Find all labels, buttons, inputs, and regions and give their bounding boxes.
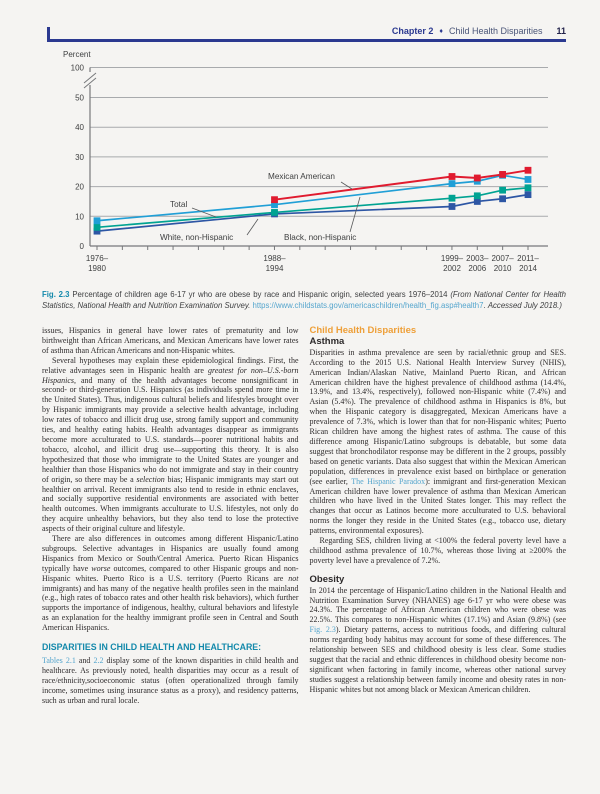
text-segment: worse bbox=[91, 563, 111, 573]
text-segment: Several hypotheses may explain these epidemiological findings. First, the relative advantages seen in Hispanic health are bbox=[42, 355, 299, 375]
series-line-black-non-hispanic bbox=[97, 175, 528, 220]
subsection-heading: Child Health Disparities bbox=[309, 325, 417, 336]
paragraph bbox=[310, 536, 567, 566]
series-label-black-non-hispanic: Black, non-Hispanic bbox=[284, 233, 357, 242]
data-point bbox=[94, 217, 101, 224]
running-header bbox=[47, 26, 566, 42]
x-tick-label: 2014 bbox=[519, 264, 537, 273]
text-segment: display some of the known disparities in child health and healthcare. As previously noted, health disparities may occur as a result of race/ethnicity,socioeconomic status (often operationalized through family income, sometimes using insurance status as a proxy), and residency patterns, such as urban and rural locale. bbox=[42, 656, 299, 705]
figure-2-3 bbox=[0, 46, 600, 283]
topic-heading: Obesity bbox=[309, 573, 345, 585]
text-segment: greatest for non–U.S.-born Hispanics bbox=[42, 365, 299, 385]
paragraph bbox=[310, 586, 567, 695]
inline-link[interactable]: https://www.childstats.gov/americaschildren/health_fig.asp#health7 bbox=[250, 301, 484, 310]
text-segment: Fig. 2.3 bbox=[42, 290, 70, 299]
text-segment: (From National Center for Health Statistics, National Health and Nutrition Examination Survey. bbox=[42, 290, 566, 310]
data-point bbox=[525, 176, 532, 183]
y-tick-label: 10 bbox=[75, 212, 84, 222]
x-tick-label: 1994 bbox=[265, 264, 284, 273]
paragraph bbox=[42, 326, 299, 356]
y-tick-label: 0 bbox=[79, 242, 84, 251]
text-segment: Regarding SES, children living at <100% the federal poverty level have a childhood asthma prevalence of 10.7%, whereas those living at ≥200% the poverty level have a prevalence of 7.2%. bbox=[309, 536, 566, 565]
text-segment: selection bbox=[136, 474, 165, 484]
right-column bbox=[310, 326, 567, 706]
data-point bbox=[525, 167, 532, 174]
left-column bbox=[42, 326, 299, 706]
x-tick-label: 1980 bbox=[88, 264, 106, 273]
data-point bbox=[94, 224, 101, 231]
series-label-mexican-american: Mexican American bbox=[268, 172, 335, 181]
text-segment: Disparities in asthma prevalence are seen by racial/ethnic group and SES. According to the 2015 U.S. National Health Interview Survey (NHIS), American Indian/Alaskan Native, Mainland Puerto Rican, and African American children have the highest prevalence of childhood asthma (14.4%, 13.9%, and 13.4%, respectively), followed non-Hispanic white (7.4%) and Asian (5.4%). The prevalence of childhood asthma in Hispanics is 8%, but when the Hispanic category is disaggregated, Mexican Americans have a prevalence of 7.3%, which is lower than that for non-Hispanic whites; Puerto Rican children have among the highest rates of asthma. The cause of this difference among Hispanic/Latino subgroups is debatable, but some data suggest that bronchodilator response may be different in the 2 groups, possibly based on genetic variants. Data also suggest that within the Mexican American population, differences in prevalence exist based on birthplace or generation (see earlier, bbox=[309, 347, 566, 486]
paragraph bbox=[42, 356, 299, 534]
x-tick-label: 2011– bbox=[517, 254, 539, 263]
text-segment: , and many of the health advantages become nonsignificant in second- or third-generation U.S. Hispanics (as individuals spend more time in the United States). Thus, indigenous cultural beliefs and lifestyles brought over by Hispanic immigrants may provide a selective health advantage, including low rates of tobacco and illicit drug use, strong family support and community ties, and healthy eating habits. Health advantages disappear as immigrants become more acculturated to U.S. standards—poorer nutritional habits and tobacco, alcohol, and illicit drug use—supporting this theory. It is also hypothesized that those who immigrate to the United States are younger and healthier than those Hispanics who do not immigrate and stay in their country of origin, so there may be a bbox=[42, 375, 299, 484]
y-tick-label: 50 bbox=[75, 93, 84, 103]
page-number: 11 bbox=[556, 26, 566, 36]
label-leader-line bbox=[350, 197, 360, 232]
data-point bbox=[499, 187, 506, 194]
data-point bbox=[474, 175, 481, 182]
inline-link[interactable]: The Hispanic Paradox bbox=[351, 476, 426, 486]
paragraph bbox=[42, 656, 299, 706]
x-tick-label: 2007– bbox=[491, 254, 514, 263]
text-segment: immigrants) and has many of the negative health profiles seen in the mainland (e.g., high rates of tobacco rates and other health risk behaviors), which further supports the importance of indigenous, healthy, cultural behaviors and lifestyle as an explanation for the healthy immigrant profile seen in Central and South American Hispanics. bbox=[42, 583, 299, 633]
x-tick-label: 2006 bbox=[468, 264, 487, 273]
y-tick-label: 40 bbox=[75, 123, 84, 133]
text-segment: In 2014 the percentage of Hispanic/Latino children in the National Health and Nutrition Examination Survey (NHANES) age 6-17 yr who were obese was 24.3%. The percentage of African American children who were obese was 22.5%. This compares to non-Hispanic whites (17.1%) and Asian (9.8%) (see bbox=[309, 585, 566, 625]
topic-heading: Asthma bbox=[309, 335, 345, 347]
data-point bbox=[474, 192, 481, 199]
x-tick-label: 2002 bbox=[443, 264, 461, 273]
data-point bbox=[449, 195, 456, 202]
data-point bbox=[271, 209, 278, 216]
x-tick-label: 1999– bbox=[440, 254, 464, 263]
paragraph bbox=[42, 534, 299, 633]
section-heading: DISPARITIES IN CHILD HEALTH AND HEALTHCARE: bbox=[42, 642, 262, 653]
inline-link[interactable]: Fig. 2.3 bbox=[309, 625, 336, 635]
data-point bbox=[449, 173, 456, 180]
data-point bbox=[449, 180, 456, 187]
chapter-title: Child Health Disparities bbox=[448, 26, 543, 36]
text-segment: issues, Hispanics in general have lower rates of prematurity and low birthweight than African Americans, and Mexican Americans have lower rates of asthma than African Americans and non-Hispanic whites. bbox=[42, 326, 299, 355]
data-point bbox=[525, 184, 532, 191]
paragraph bbox=[310, 348, 567, 536]
y-tick-label: 100 bbox=[70, 63, 84, 73]
series-line-total bbox=[97, 188, 528, 228]
diamond-bullet-icon: ♦ bbox=[439, 28, 443, 35]
data-point bbox=[271, 196, 278, 203]
label-leader-line bbox=[247, 219, 258, 235]
y-tick-label: 20 bbox=[75, 182, 84, 192]
text-segment: There are also differences in outcomes among different Hispanic/Latino subgroups. Selective advantages in Hispanics are usually found among Hispanics from Mexico or South/Central America. Puerto Rican Hispanics typically have bbox=[42, 534, 299, 573]
figure-caption bbox=[0, 289, 600, 311]
series-label-total: Total bbox=[170, 200, 188, 209]
text-segment: outcomes, compared to other Hispanic groups and non-Hispanic whites. Puerto Rico is a U.S. territory (Puerto Ricans are bbox=[42, 563, 299, 583]
label-leader-line bbox=[341, 182, 352, 189]
series-label-white-non-hispanic: White, non-Hispanic bbox=[160, 233, 234, 242]
data-point bbox=[499, 195, 506, 202]
text-segment: not bbox=[288, 573, 299, 583]
text-segment: ): immigrant and first-generation Mexican American children have lower prevalence of asthma than Mexican American children who have lived in the United States longer. This may reflect the changes that occur as Latinos become more acculturated to U.S. behavioral norms the longer they reside in the United States (e.g., tobacco use, dietary patterns, environmental exposures). bbox=[309, 476, 566, 536]
inline-link[interactable]: 2.2 bbox=[93, 656, 104, 665]
body-text bbox=[0, 326, 600, 706]
inline-link[interactable]: Tables 2.1 bbox=[42, 656, 76, 665]
x-tick-label: 1988– bbox=[263, 254, 286, 263]
x-tick-label: 2010 bbox=[493, 264, 512, 273]
chapter-label: Chapter 2 bbox=[391, 26, 434, 36]
text-segment: and bbox=[75, 656, 94, 665]
x-tick-label: 2003– bbox=[466, 254, 489, 263]
data-point bbox=[525, 191, 532, 198]
text-segment: ). Dietary patterns, access to nutritious foods, and differing cultural norms regarding body habitus may account for some of these differences. The relationship between SES and childhood obesity is less clear. Some studies suggest that the racial and ethnic differences in childhood obesity become non-significant when factoring in family income, whereas other national survey studies suggest a relationship between family income and obesity rates in non-Hispanic whites but not among black or Mexican American children. bbox=[309, 625, 567, 694]
text-segment: . bbox=[483, 301, 488, 310]
data-point bbox=[499, 171, 506, 178]
data-point bbox=[449, 203, 456, 210]
text-segment: bias; Hispanic immigrants may start out healthier on arrival. Recent immigrants also tend to reside in ethnic enclaves, and socially supportive residential environments are associated with better health outcomes. When immigrants acculturate to U.S. lifestyles, not only do they acquire unhealthy behaviors, but they also tend to lose the protective aspects of their original culture and lifestyle. bbox=[42, 474, 299, 534]
obesity-line-chart bbox=[0, 46, 600, 278]
y-axis-title: Percent bbox=[63, 50, 91, 59]
y-tick-label: 30 bbox=[75, 152, 84, 162]
text-segment: Percentage of children age 6-17 yr who are obese by race and Hispanic origin, selected years 1976–2014 bbox=[69, 290, 451, 299]
x-tick-label: 1976– bbox=[85, 254, 109, 263]
text-segment: Accessed July 2018.) bbox=[487, 301, 562, 310]
